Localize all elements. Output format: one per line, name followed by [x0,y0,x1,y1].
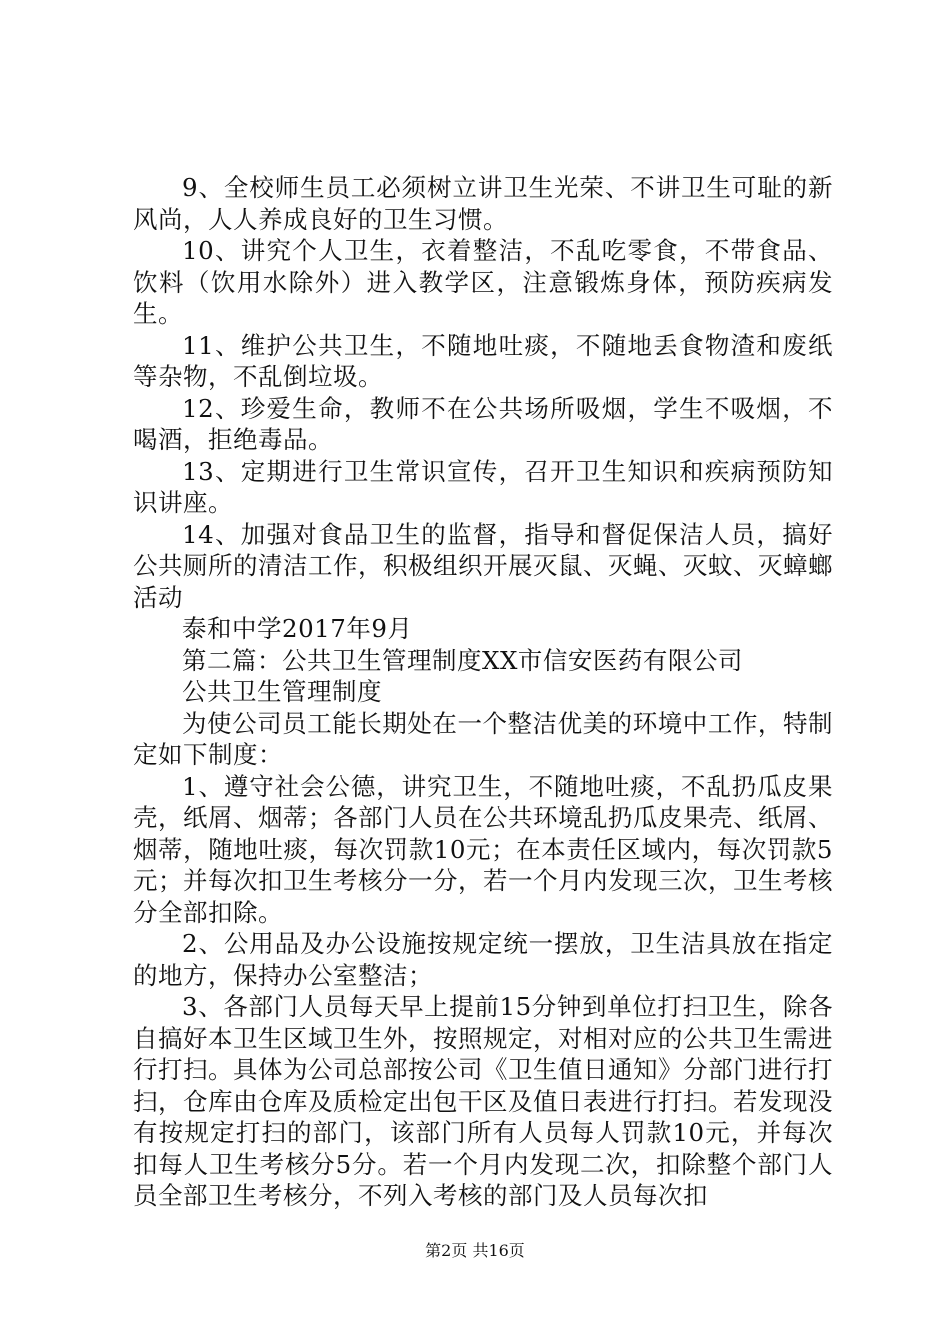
paragraph-item-9: 9、全校师生员工必须树立讲卫生光荣、不讲卫生可耻的新风尚，人人养成良好的卫生习惯。 [133,173,833,234]
paragraph-item-13: 13、定期进行卫生常识宣传，召开卫生知识和疾病预防知识讲座。 [133,456,833,517]
paragraph-item-10: 10、讲究个人卫生，衣着整洁，不乱吃零食，不带食品、饮料（饮用水除外）进入教学区，注意锻炼身体，预防疾病发生。 [133,236,833,328]
rule-item-3: 3、各部门人员每天早上提前15分钟到单位打扫卫生，除各自搞好本卫生区域卫生外，按照规定，对相对应的公共卫生需进行打扫。具体为公司总部按公司《卫生值日通知》分部门进行打扫，仓库由仓库及质检定出包干区及值日表进行打扫。若发现没有按规定打扫的部门，该部门所有人员每人罚款10元，并每次扣每人卫生考核分5分。若一个月内发现二次，扣除整个部门人员全部卫生考核分，不列入考核的部门及人员每次扣 [133,992,833,1210]
paragraph-item-11: 11、维护公共卫生，不随地吐痰，不随地丢食物渣和废纸等杂物，不乱倒垃圾。 [133,330,833,391]
section-title: 公共卫生管理制度 [182,677,382,706]
paragraph-item-12: 12、珍爱生命，教师不在公共场所吸烟，学生不吸烟，不喝酒，拒绝毒品。 [133,393,833,454]
page-number: 第2页 共16页 [425,1241,525,1260]
page-footer [0,1240,950,1262]
section-heading: 第二篇：公共卫生管理制度XX市信安医药有限公司 [182,645,743,675]
intro-paragraph: 为使公司员工能长期处在一个整洁优美的环境中工作，特制定如下制度： [133,708,833,769]
rule-item-1: 1、遵守社会公德，讲究卫生，不随地吐痰，不乱扔瓜皮果壳，纸屑、烟蒂；各部门人员在公共环境乱扔瓜皮果壳、纸屑、烟蒂，随地吐痰，每次罚款10元；在本责任区域内，每次罚款5元；并每次扣卫生考核分一分，若一个月内发现三次，卫生考核分全部扣除。 [133,771,833,927]
document-body [133,172,833,1212]
rule-item-2: 2、公用品及办公设施按规定统一摆放，卫生洁具放在指定的地方，保持办公室整洁； [133,929,833,990]
signature-line: 泰和中学2017年9月 [182,614,413,643]
paragraph-item-14: 14、加强对食品卫生的监督，指导和督促保洁人员，搞好公共厕所的清洁工作，积极组织开展灭鼠、灭蝇、灭蚊、灭蟑螂活动 [133,519,833,612]
